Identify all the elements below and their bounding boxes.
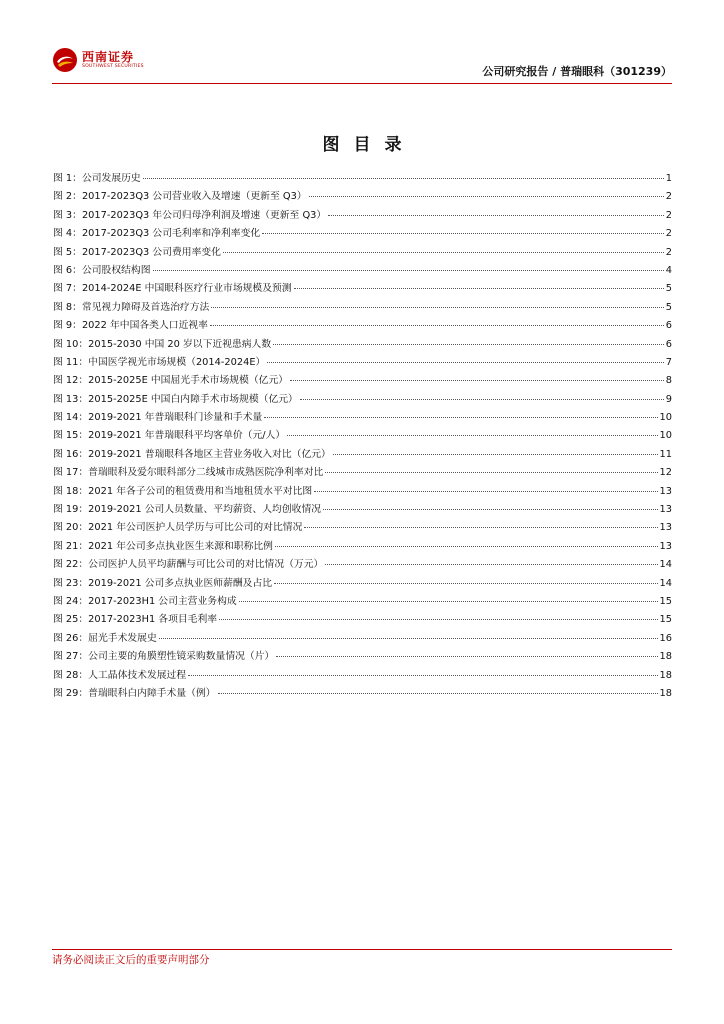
toc-leader-dots (325, 564, 657, 565)
toc-entry-page: 16 (659, 632, 672, 644)
toc-entry[interactable] (53, 685, 672, 703)
toc-entry-page: 13 (659, 522, 672, 534)
toc-entry[interactable] (53, 630, 672, 648)
toc-entry[interactable] (53, 483, 672, 501)
toc-entry-label: 图 17：普瑞眼科及爱尔眼科部分二线城市成熟医院净利率对比 (53, 467, 324, 479)
toc-entry[interactable] (53, 556, 672, 574)
toc-entry-page: 13 (659, 504, 672, 516)
footer-divider (52, 949, 672, 950)
toc-entry[interactable] (53, 317, 672, 335)
toc-leader-dots (262, 233, 664, 234)
toc-entry[interactable] (53, 648, 672, 666)
toc-entry[interactable] (53, 207, 672, 225)
toc-entry[interactable] (53, 427, 672, 445)
toc-leader-dots (300, 399, 664, 400)
toc-entry-page: 11 (659, 448, 672, 460)
toc-entry[interactable] (53, 519, 672, 537)
toc-entry-page: 2 (665, 209, 672, 221)
toc-entry-page: 5 (665, 301, 672, 313)
toc-entry-label: 图 9：2022 年中国各类人口近视率 (53, 320, 208, 332)
toc-leader-dots (287, 435, 657, 436)
toc-entry-page: 13 (659, 485, 672, 497)
toc-entry-label: 图 21：2021 年公司多点执业医生来源和职称比例 (53, 540, 273, 552)
toc-entry-label: 图 25：2017-2023H1 各项目毛利率 (53, 614, 218, 626)
toc-leader-dots (314, 491, 657, 492)
toc-entry[interactable] (53, 354, 672, 372)
toc-entry-page: 8 (665, 375, 672, 387)
toc-entry-label: 图 20：2021 年公司医护人员学历与可比公司的对比情况 (53, 522, 303, 534)
toc-entry[interactable] (53, 170, 672, 188)
toc-entry-label: 图 5：2017-2023Q3 公司费用率变化 (53, 246, 221, 258)
toc-entry-label: 图 11：中国医学视光市场规模（2014-2024E） (53, 356, 266, 368)
toc-entry-page: 15 (659, 614, 672, 626)
toc-entry-page: 1 (665, 173, 672, 184)
toc-leader-dots (323, 509, 657, 510)
toc-entry[interactable] (53, 225, 672, 243)
toc-entry-label: 图 28：人工晶体技术发展过程 (53, 669, 187, 681)
toc-entry[interactable] (53, 464, 672, 482)
toc-entry-label: 图 15：2019-2021 年普瑞眼科平均客单价（元/人） (53, 430, 286, 442)
toc-leader-dots (304, 527, 657, 528)
toc-entry-label: 图 12：2015-2025E 中国屈光手术市场规模（亿元） (53, 375, 289, 387)
toc-entry-page: 18 (659, 651, 672, 663)
header-divider (52, 83, 672, 84)
toc-entry[interactable] (53, 667, 672, 685)
toc-leader-dots (333, 454, 658, 455)
toc-entry-page: 14 (659, 559, 672, 571)
toc-leader-dots (267, 362, 663, 363)
toc-entry-page: 10 (659, 412, 672, 424)
toc-entry-label: 图 7：2014-2024E 中国眼科医疗行业市场规模及预测 (53, 283, 292, 295)
toc-entry-page: 4 (665, 264, 672, 276)
toc-entry[interactable] (53, 409, 672, 427)
toc-entry-label: 图 18：2021 年各子公司的租赁费用和当地租赁水平对比图 (53, 485, 313, 497)
toc-entry-label: 图 26：屈光手术发展史 (53, 632, 157, 644)
toc-entry-page: 12 (659, 467, 672, 479)
toc-entry-label: 图 3：2017-2023Q3 年公司归母净利润及增速（更新至 Q3） (53, 209, 327, 221)
toc-entry-label: 图 10：2015-2030 中国 20 岁以下近视患病人数 (53, 338, 272, 350)
report-title: 公司研究报告 / 普瑞眼科（301239） (482, 65, 672, 78)
page-title: 图目录 (322, 135, 416, 155)
toc-leader-dots (188, 675, 657, 676)
toc-leader-dots (294, 288, 664, 289)
toc-leader-dots (273, 344, 664, 345)
toc-entry-label: 图 23：2019-2021 公司多点执业医师薪酬及占比 (53, 577, 273, 589)
toc-leader-dots (328, 215, 664, 216)
toc-leader-dots (223, 252, 664, 253)
toc-entry[interactable] (53, 391, 672, 409)
toc-entry[interactable] (53, 593, 672, 611)
toc-entry-page: 15 (659, 595, 672, 607)
toc-entry-label: 图 16：2019-2021 普瑞眼科各地区主营业务收入对比（亿元） (53, 448, 331, 460)
toc-entry[interactable] (53, 372, 672, 390)
toc-entry[interactable] (53, 299, 672, 317)
toc-entry-page: 2 (665, 191, 672, 203)
toc-entry-page: 10 (659, 430, 672, 442)
toc-entry[interactable] (53, 575, 672, 593)
toc-leader-dots (211, 307, 663, 308)
toc-leader-dots (325, 472, 657, 473)
toc-entry[interactable] (53, 244, 672, 262)
toc-entry-label: 图 8：常见视力障碍及首选治疗方法 (53, 301, 210, 313)
toc-leader-dots (309, 196, 664, 197)
toc-entry-page: 9 (665, 393, 672, 405)
company-logo (52, 43, 144, 77)
toc-entry-label: 图 1：公司发展历史 (53, 173, 141, 184)
toc-entry-label: 图 22：公司医护人员平均薪酬与可比公司的对比情况（万元） (53, 559, 324, 571)
figure-list (53, 170, 672, 703)
toc-entry-page: 6 (665, 320, 672, 332)
toc-entry-label: 图 27：公司主要的角膜塑性镜采购数量情况（片） (53, 651, 275, 663)
footer-disclaimer: 请务必阅读正文后的重要声明部分 (52, 954, 210, 966)
toc-entry-label: 图 6：公司股权结构图 (53, 264, 151, 276)
logo-english-name: SOUTHWEST SECURITIES (82, 64, 144, 69)
toc-entry-page: 7 (665, 356, 672, 368)
toc-entry[interactable] (53, 280, 672, 298)
toc-entry-page: 13 (659, 540, 672, 552)
toc-entry[interactable] (53, 501, 672, 519)
toc-entry-page: 18 (659, 669, 672, 681)
toc-entry-label: 图 4：2017-2023Q3 公司毛利率和净利率变化 (53, 228, 261, 240)
toc-entry-label: 图 13：2015-2025E 中国白内障手术市场规模（亿元） (53, 393, 298, 405)
toc-leader-dots (239, 601, 658, 602)
toc-leader-dots (218, 693, 658, 694)
toc-entry-page: 18 (659, 687, 672, 699)
toc-entry-label: 图 29：普瑞眼科白内障手术量（例） (53, 687, 216, 699)
page-header (52, 40, 672, 80)
toc-entry[interactable] (53, 188, 672, 206)
toc-entry[interactable] (53, 262, 672, 280)
toc-leader-dots (274, 583, 657, 584)
toc-leader-dots (219, 619, 657, 620)
toc-leader-dots (290, 380, 664, 381)
toc-entry-label: 图 2：2017-2023Q3 公司营业收入及增速（更新至 Q3） (53, 191, 307, 203)
toc-leader-dots (264, 417, 657, 418)
toc-leader-dots (159, 638, 658, 639)
toc-leader-dots (210, 325, 664, 326)
logo-emblem-icon (52, 47, 78, 73)
toc-entry-page: 5 (665, 283, 672, 295)
toc-entry-page: 2 (665, 228, 672, 240)
logo-chinese-name: 西南证券 (82, 50, 135, 64)
toc-entry[interactable] (53, 611, 672, 629)
toc-leader-dots (275, 546, 658, 547)
toc-leader-dots (143, 178, 664, 179)
toc-leader-dots (153, 270, 664, 271)
toc-entry-label: 图 24：2017-2023H1 公司主营业务构成 (53, 595, 237, 607)
toc-entry-label: 图 19：2019-2021 公司人员数量、平均薪资、人均创收情况 (53, 504, 322, 516)
toc-entry[interactable] (53, 446, 672, 464)
toc-entry-page: 14 (659, 577, 672, 589)
toc-entry[interactable] (53, 336, 672, 354)
toc-leader-dots (276, 656, 657, 657)
toc-entry-page: 6 (665, 338, 672, 350)
toc-entry[interactable] (53, 538, 672, 556)
toc-entry-page: 2 (665, 246, 672, 258)
toc-entry-label: 图 14：2019-2021 年普瑞眼科门诊量和手术量 (53, 412, 263, 424)
